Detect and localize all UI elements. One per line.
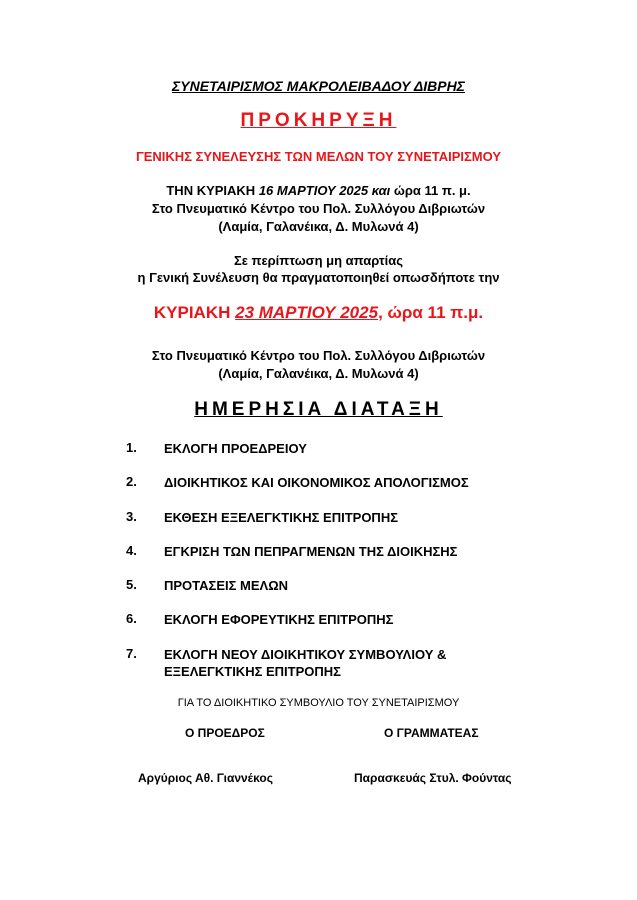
organization-title: ΣΥΝΕΤΑΙΡΙΣΜΟΣ ΜΑΚΡΟΛΕΙΒΑΔΟΥ ΔΙΒΡΗΣ xyxy=(172,78,465,94)
assembly-subtitle: ΓΕΝΙΚΗΣ ΣΥΝΕΛΕΥΣΗΣ ΤΩΝ ΜΕΛΩΝ ΤΟΥ ΣΥΝΕΤΑΙΡΙΣΜΟΥ xyxy=(135,149,502,164)
agenda-item-number: 7. xyxy=(126,646,137,661)
second-meeting-venue: Στο Πνευματικό Κέντρο του Πολ. Συλλόγου Διβριωτών xyxy=(151,348,486,363)
quorum-notice-line-2: η Γενική Συνέλευση θα πραγματοποιηθεί οπωσδήποτε την xyxy=(137,270,500,285)
first-meeting-date-line xyxy=(0,183,637,198)
agenda-item-text: ΕΚΛΟΓΗ ΝΕΟΥ ΔΙΟΙΚΗΤΙΚΟΥ ΣΥΜΒΟΥΛΙΟΥ & xyxy=(164,647,447,662)
president-name: Αργύριος Αθ. Γιαννέκος xyxy=(138,771,273,785)
quorum-notice-line-1: Σε περίπτωση μη απαρτίας xyxy=(233,253,404,268)
first-meeting-day: ΤΗΝ ΚΥΡΙΑΚΗ xyxy=(166,183,259,198)
second-meeting-time: , ώρα 11 π.μ. xyxy=(378,303,484,322)
president-label: Ο ΠΡΟΕΔΡΟΣ xyxy=(185,726,265,740)
agenda-item-text: ΕΚΛΟΓΗ ΕΦΟΡΕΥΤΙΚΗΣ ΕΠΙΤΡΟΠΗΣ xyxy=(164,612,394,627)
agenda-item-text: ΠΡΟΤΑΣΕΙΣ ΜΕΛΩΝ xyxy=(164,578,289,593)
secretary-label: Ο ΓΡΑΜΜΑΤΕΑΣ xyxy=(384,726,479,740)
agenda-item-number: 5. xyxy=(126,577,137,592)
first-meeting-time: ώρα 11 π. μ. xyxy=(390,183,471,198)
second-meeting-date: 23 ΜΑΡΤΙΟΥ 2025 xyxy=(235,303,379,322)
agenda-title: ΗΜΕΡΗΣΙΑ ΔΙΑΤΑΞΗ xyxy=(194,399,443,420)
second-meeting-address: (Λαμία, Γαλανέικα, Δ. Μυλωνά 4) xyxy=(218,366,419,381)
second-meeting-date-line xyxy=(0,303,637,323)
first-meeting-date: 16 ΜΑΡΤΙΟΥ 2025 και xyxy=(258,183,391,198)
agenda-item-text: ΕΚΘΕΣΗ ΕΞΕΛΕΓΚΤΙΚΗΣ ΕΠΙΤΡΟΠΗΣ xyxy=(164,510,399,525)
first-meeting-venue: Στο Πνευματικό Κέντρο του Πολ. Συλλόγου Διβριωτών xyxy=(151,201,486,216)
agenda-item-number: 3. xyxy=(126,509,137,524)
agenda-item-text: ΕΓΚΡΙΣΗ ΤΩΝ ΠΕΠΡΑΓΜΕΝΩΝ ΤΗΣ ΔΙΟΙΚΗΣΗΣ xyxy=(164,544,458,559)
agenda-item-number: 1. xyxy=(126,440,137,455)
agenda-item-text: ΕΚΛΟΓΗ ΠΡΟΕΔΡΕΙΟΥ xyxy=(164,441,307,456)
agenda-item-number: 4. xyxy=(126,543,137,558)
agenda-item-text-continuation: ΕΞΕΛΕΓΚΤΙΚΗΣ ΕΠΙΤΡΟΠΗΣ xyxy=(164,664,341,679)
board-signature-line: ΓΙΑ ΤΟ ΔΙΟΙΚΗΤΙΚΟ ΣΥΜΒΟΥΛΙΟ ΤΟΥ ΣΥΝΕΤΑΙΡΙΣΜΟΥ xyxy=(177,697,460,709)
secretary-name: Παρασκευάς Στυλ. Φούντας xyxy=(354,771,512,785)
agenda-item-number: 6. xyxy=(126,611,137,626)
second-meeting-day: ΚΥΡΙΑΚΗ xyxy=(153,303,236,322)
agenda-item-number: 2. xyxy=(126,474,137,489)
first-meeting-address: (Λαμία, Γαλανέικα, Δ. Μυλωνά 4) xyxy=(218,219,419,234)
agenda-item-text: ΔΙΟΙΚΗΤΙΚΟΣ ΚΑΙ ΟΙΚΟΝΟΜΙΚΟΣ ΑΠΟΛΟΓΙΣΜΟΣ xyxy=(164,475,469,490)
proclamation-title: ΠΡΟΚΗΡΥΞΗ xyxy=(240,110,397,131)
